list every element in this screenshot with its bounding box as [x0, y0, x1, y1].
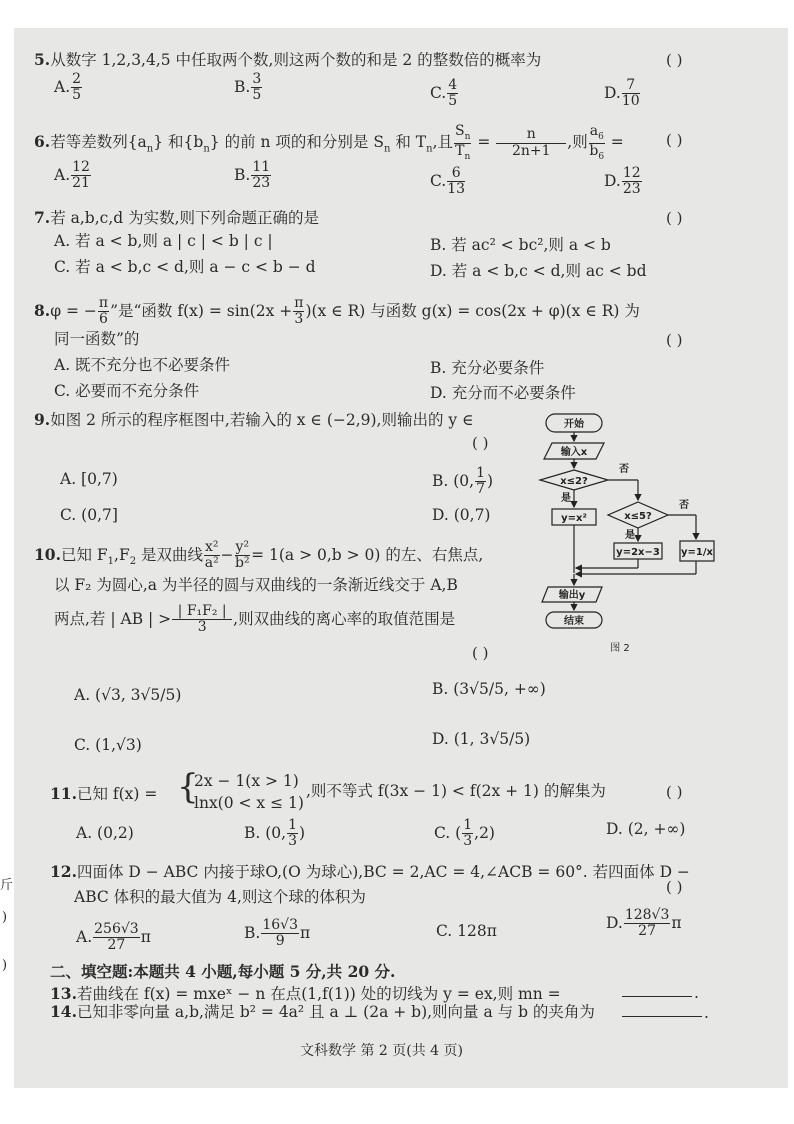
q6-option-a[interactable]: A. $\frac{12}{21}$	[54, 159, 90, 192]
q13-answer-blank[interactable]	[622, 996, 692, 997]
q5-number: 5.	[34, 50, 51, 69]
flow-cond1-label: x≤2?	[560, 476, 588, 487]
q6-answer-paren[interactable]: ( )	[666, 131, 683, 149]
q8-answer-paren[interactable]: ( )	[666, 331, 683, 349]
side-mark-1: 斤	[0, 878, 14, 893]
q11-stem: ,则不等式 f(3x − 1) < f(2x + 1) 的解集为	[306, 782, 606, 800]
flow-cond2-label: x≤5?	[624, 511, 652, 522]
q12-option-b[interactable]: B. $\frac{16√3}{9}$ π	[244, 917, 311, 950]
q12-answer-paren[interactable]: ( )	[666, 878, 683, 896]
q8-number: 8.	[34, 300, 51, 320]
q12-option-a[interactable]: A. $\frac{256√3}{27}$ π	[76, 921, 151, 954]
q9-number: 9.	[34, 410, 51, 429]
q10-answer-paren[interactable]: ( )	[472, 644, 489, 662]
q8-option-d[interactable]: D. 充分而不必要条件	[430, 384, 576, 402]
q12-stem-line2: ABC 体积的最大值为 4,则这个球的体积为	[74, 888, 366, 906]
q12-option-d[interactable]: D. $\frac{128√3}{27}$ π	[606, 907, 682, 940]
q12-stem: 四面体 D − ABC 内接于球O,(O 为球心),BC = 2,AC = 4,∠ACB = 60°. 若四面体 D −	[76, 863, 690, 881]
q5-stem: 从数字 1,2,3,4,5 中任取两个数,则这两个数的和是 2 的整数倍的概率为	[50, 51, 542, 69]
q11-answer-paren[interactable]: ( )	[666, 783, 683, 801]
flow-box2-label: y=2x−3	[616, 547, 660, 558]
flow-input-label: 输入x	[560, 447, 588, 458]
q10-option-a[interactable]: A. (√3, 3√5/5)	[74, 686, 182, 704]
q13-stem: 若曲线在 f(x) = mxeˣ − n 在点(1,f(1)) 处的切线为 y = ex,则 mn =	[76, 985, 561, 1003]
flowchart-figure	[530, 410, 730, 660]
q9-stem: 如图 2 所示的程序框图中,若输入的 x ∈ (−2,9),则输出的 y ∈	[50, 411, 474, 429]
q10-option-d[interactable]: D. (1, 3√5/5)	[432, 730, 531, 748]
q8-option-c[interactable]: C. 必要而不充分条件	[54, 382, 200, 400]
q11-option-a[interactable]: A. (0,2)	[76, 824, 134, 842]
q7-option-a[interactable]: A. 若 a < b,则 a | c | < b | c |	[54, 232, 273, 250]
q10-option-b[interactable]: B. (3√5/5, +∞)	[432, 680, 546, 698]
q10-stem-line2: 以 F₂ 为圆心,a 为半径的圆与双曲线的一条渐近线交于 A,B	[54, 576, 458, 594]
q5-option-b[interactable]: B. $\frac{3}{5}$	[234, 71, 262, 104]
q9-option-a[interactable]: A. [0,7)	[60, 470, 118, 488]
flow-output-label: 输出y	[558, 590, 586, 601]
q7-option-d[interactable]: D. 若 a < b,c < d,则 ac < bd	[430, 262, 647, 280]
q5-option-c[interactable]: C. $\frac{4}{5}$	[430, 77, 458, 110]
flow-caption: 图 2	[610, 643, 630, 654]
flow-yes-1: 是	[561, 493, 571, 504]
flow-box3-label: y=1/x	[681, 547, 713, 558]
q7-number: 7.	[34, 208, 51, 227]
q5-option-d[interactable]: D. $\frac{7}{10}$	[604, 77, 640, 110]
flow-start-label: 开始	[564, 419, 584, 430]
q11-number: 11.	[50, 784, 77, 803]
q7-stem: 若 a,b,c,d 为实数,则下列命题正确的是	[50, 209, 320, 227]
q6-option-d[interactable]: D. $\frac{12}{23}$	[604, 165, 641, 198]
side-mark-3: )	[2, 958, 8, 973]
q9-option-d[interactable]: D. (0,7)	[432, 506, 491, 524]
q13-number: 13.	[50, 984, 77, 1003]
q11-option-c[interactable]: C. ( $\frac{1}{3}$ ,2)	[434, 817, 495, 850]
q8-stem-line2: 同一函数”的	[54, 330, 140, 348]
q11-option-d[interactable]: D. (2, +∞)	[606, 820, 686, 838]
q9-option-c[interactable]: C. (0,7]	[60, 506, 118, 524]
q5-option-a[interactable]: A. $\frac{2}{5}$	[54, 71, 82, 104]
q9-answer-paren[interactable]: ( )	[472, 434, 489, 452]
q12-option-c[interactable]: C. 128π	[436, 922, 497, 940]
q5-answer-paren[interactable]: ( )	[666, 51, 683, 69]
q6-option-c[interactable]: C. $\frac{6}{13}$	[430, 165, 466, 198]
flow-yes-2: 是	[625, 530, 635, 541]
q7-option-b[interactable]: B. 若 ac² < bc²,则 a < b	[430, 236, 611, 254]
q6-number: 6.	[34, 132, 51, 152]
q14-answer-blank[interactable]	[622, 1016, 702, 1017]
q10-option-c[interactable]: C. (1,√3)	[74, 736, 142, 754]
q14-end: .	[704, 1004, 709, 1022]
q11-option-b[interactable]: B. (0, $\frac{1}{3}$ )	[244, 817, 306, 850]
side-mark-2: )	[2, 910, 8, 925]
q10-number: 10.	[34, 544, 61, 564]
flow-no-1: 否	[619, 464, 629, 475]
q6-stem: 若等差数列{a	[50, 133, 147, 152]
q14-number: 14.	[50, 1002, 77, 1021]
q11-case-2: lnx(0 < x ≤ 1)	[194, 794, 304, 812]
flow-end-label: 结束	[564, 616, 584, 627]
q8-option-a[interactable]: A. 既不充分也不必要条件	[54, 356, 231, 374]
q14-stem: 已知非零向量 a,b,满足 b² = 4a² 且 a ⊥ (2a + b),则向量 a 与 b 的夹角为	[76, 1003, 595, 1021]
q8-option-b[interactable]: B. 充分必要条件	[430, 359, 545, 377]
page-footer: 文科数学 第 2 页(共 4 页)	[300, 1043, 463, 1059]
q7-option-c[interactable]: C. 若 a < b,c < d,则 a − c < b − d	[54, 258, 316, 276]
section-2-heading: 二、填空题:本题共 4 小题,每小题 5 分,共 20 分.	[50, 962, 396, 981]
q13-end: .	[694, 984, 699, 1002]
q6-option-b[interactable]: B. $\frac{11}{23}$	[234, 159, 271, 192]
flow-no-2: 否	[679, 500, 689, 511]
q11-brace: {	[177, 767, 199, 807]
q7-answer-paren[interactable]: ( )	[666, 209, 683, 227]
q12-number: 12.	[50, 862, 77, 881]
q11-case-1: 2x − 1(x > 1)	[194, 772, 299, 790]
q9-option-b[interactable]: B. (0, $\frac{1}{7}$ )	[432, 465, 494, 498]
flow-box1-label: y=x²	[561, 513, 587, 524]
